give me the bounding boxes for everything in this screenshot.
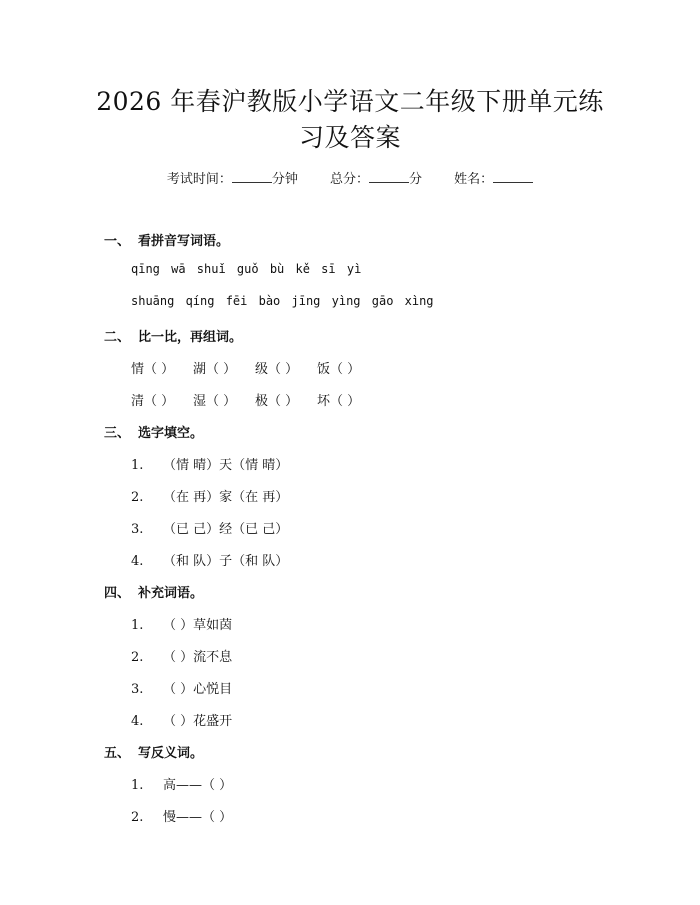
name-field: [454, 172, 533, 187]
item-text: 高——（ ）: [163, 778, 233, 793]
score-unit: 分: [409, 172, 423, 187]
page-title-line-2: 习及答案: [298, 123, 401, 152]
section-number: 五、: [104, 746, 131, 761]
item-number: 2.: [131, 810, 144, 825]
item-text: （ ）流不息: [163, 650, 233, 665]
pinyin-line: shuāng qíng fēi bào jīng yìng gāo xìng: [131, 294, 434, 308]
fill-item: [131, 646, 232, 665]
time-unit: 分钟: [271, 172, 298, 187]
section-title: 选字填空。: [138, 426, 204, 441]
item-number: 3.: [131, 522, 144, 537]
time-field: [167, 172, 298, 187]
section-number: 四、: [104, 586, 131, 601]
item-text: （情 晴）天（情 晴）: [163, 458, 289, 473]
item-number: 2.: [131, 650, 144, 665]
compare-item: 极（ ）: [255, 394, 299, 409]
compare-item: 湖（ ）: [193, 362, 237, 377]
fill-item: [131, 678, 232, 697]
section-title: 比一比，再组词。: [138, 330, 243, 345]
item-number: 4.: [131, 714, 144, 729]
section-number: 三、: [104, 426, 131, 441]
compare-item: 湿（ ）: [193, 394, 237, 409]
item-text: （在 再）家（在 再）: [163, 490, 289, 505]
section-heading: [104, 422, 203, 441]
compare-item: 坏（ ）: [317, 394, 361, 409]
exam-info: [0, 168, 700, 187]
section-title: 看拼音写词语。: [138, 234, 230, 249]
section-heading: [104, 230, 229, 249]
time-blank: [232, 170, 272, 183]
score-label: 总分：: [329, 172, 369, 187]
item-text: 慢——（ ）: [163, 810, 233, 825]
item-text: （ ）花盛开: [163, 714, 233, 729]
compare-item: 情（ ）: [131, 362, 175, 377]
score-blank: [369, 170, 409, 183]
item-number: 1.: [131, 778, 144, 793]
page-title-line-1: 2026 年春沪教版小学语文二年级下册单元练: [96, 87, 604, 116]
item-number: 2.: [131, 490, 144, 505]
choose-item: [131, 454, 288, 473]
fill-item: [131, 614, 232, 633]
item-text: （已 己）经（已 己）: [163, 522, 289, 537]
compare-row: [131, 390, 379, 409]
item-text: （ ）心悦目: [163, 682, 233, 697]
section-heading: [104, 742, 203, 761]
antonym-item: [131, 806, 232, 825]
item-text: （ ）草如茵: [163, 618, 233, 633]
time-label: 考试时间：: [166, 172, 232, 187]
name-label: 姓名：: [454, 172, 494, 187]
section-title: 写反义词。: [138, 746, 204, 761]
section-title: 补充词语。: [138, 586, 204, 601]
pinyin-line: qīng wā shuǐ guǒ bù kě sī yì: [131, 262, 362, 276]
antonym-item: [131, 774, 232, 793]
compare-item: 级（ ）: [255, 362, 299, 377]
fill-item: [131, 710, 232, 729]
item-text: （和 队）子（和 队）: [163, 554, 289, 569]
item-number: 4.: [131, 554, 144, 569]
score-field: [330, 172, 422, 187]
compare-item: 清（ ）: [131, 394, 175, 409]
choose-item: [131, 486, 288, 505]
section-heading: [104, 326, 242, 345]
section-heading: [104, 582, 203, 601]
item-number: 1.: [131, 458, 144, 473]
choose-item: [131, 550, 288, 569]
section-number: 一、: [104, 234, 131, 249]
compare-item: 饭（ ）: [317, 362, 361, 377]
item-number: 1.: [131, 618, 144, 633]
compare-row: [131, 358, 379, 377]
name-blank: [493, 170, 533, 183]
item-number: 3.: [131, 682, 144, 697]
choose-item: [131, 518, 288, 537]
section-number: 二、: [104, 330, 131, 345]
